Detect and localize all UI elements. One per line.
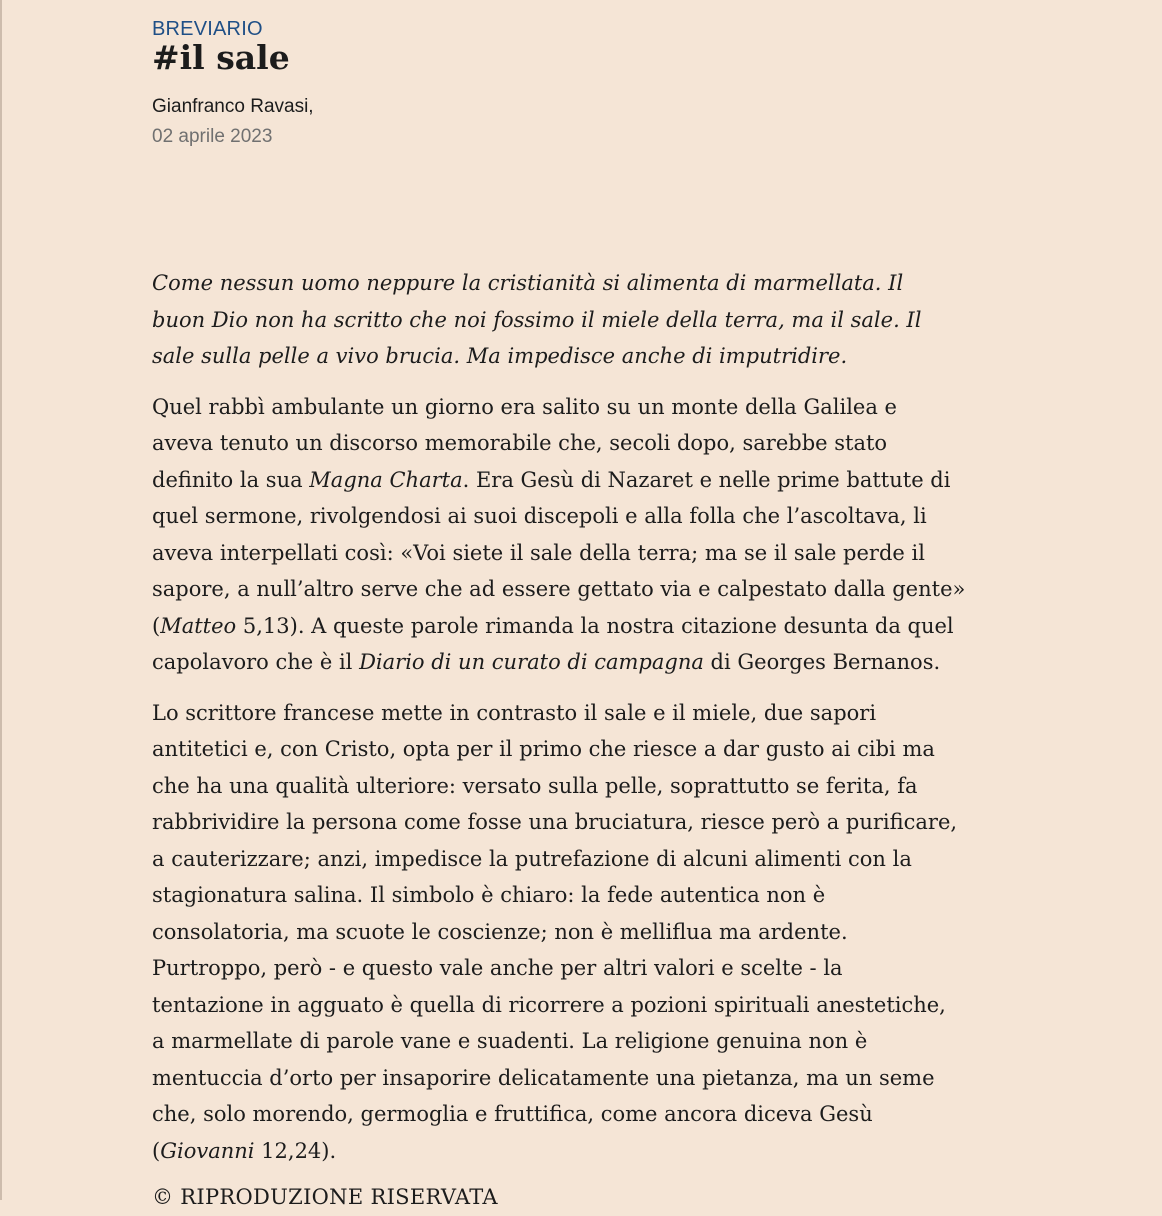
text-line: tentazione in agguato è quella di ricorrere a pozioni spirituali anestetiche,	[152, 992, 946, 1017]
text-run: . Era Gesù di Nazaret e nelle prime battute di	[462, 467, 951, 492]
author-name[interactable]: Gianfranco Ravasi,	[152, 96, 314, 117]
text-line: mentuccia d’orto per insaporire delicatamente una pietanza, ma un seme	[152, 1065, 935, 1090]
text-line: quel sermone, rivolgendosi ai suoi discepoli e alla folla che l’ascoltava, li	[152, 504, 927, 528]
text-line: sapore, a null’altro serve che ad essere gettato via e calpestato dalla gente»	[152, 577, 966, 601]
text-line: a cauterizzare; anzi, impedisce la putrefazione di alcuni alimenti con la	[152, 846, 912, 871]
italic-reference: Matteo	[160, 613, 237, 638]
text-line: Quel rabbì ambulante un giorno era salito su un monte della Galilea e	[152, 394, 897, 419]
text-line: aveva tenuto un discorso memorabile che, secoli dopo, sarebbe stato	[152, 431, 888, 455]
text-run: 12,24).	[254, 1138, 337, 1163]
publish-date: 02 aprile 2023	[152, 126, 273, 147]
text-line	[152, 1133, 1022, 1170]
section-kicker[interactable]: BREVIARIO	[152, 18, 263, 40]
text-line	[152, 608, 1022, 645]
italic-title: Magna Charta	[309, 467, 463, 492]
text-line: Purtroppo, però - e questo vale anche per altri valori e scelte - la	[152, 956, 843, 980]
text-line: stagionatura salina. Il simbolo è chiaro: la fede autentica non è	[152, 883, 826, 907]
text-line: a marmellate di parole vane e suadenti. La religione genuina non è	[152, 1029, 868, 1053]
text-line: che ha una qualità ulteriore: versato sulla pelle, soprattutto se ferita, fa	[152, 773, 918, 798]
text-run: (	[152, 1138, 161, 1163]
text-run: definito la sua	[152, 467, 310, 492]
quote-line: Come nessun uomo neppure la cristianità si alimenta di marmellata. Il	[152, 271, 904, 295]
text-run: (	[152, 613, 161, 638]
text-line	[152, 644, 1022, 681]
epigraph-quote	[152, 265, 1022, 375]
text-line: antitetici e, con Cristo, opta per il primo che riesce a dar gusto ai cibi ma	[152, 737, 935, 761]
italic-reference: Giovanni	[160, 1138, 255, 1163]
italic-title: Diario di un curato di campagna	[359, 650, 704, 674]
text-run: di Georges Bernanos.	[703, 650, 941, 674]
text-line	[152, 462, 1022, 499]
paragraph-1	[152, 389, 1022, 681]
text-line: aveva interpellati così: «Voi siete il sale della terra; ma se il sale perde il	[152, 540, 925, 565]
text-line: che, solo morendo, germoglia e fruttifica, come ancora diceva Gesù	[152, 1102, 873, 1126]
quote-line: buon Dio non ha scritto che noi fossimo il miele della terra, ma il sale. Il	[152, 307, 922, 332]
text-run: 5,13). A queste parole rimanda la nostra citazione desunta da quel	[236, 613, 954, 638]
quote-line: sale sulla pelle a vivo brucia. Ma impedisce anche di imputridire.	[152, 344, 848, 368]
article-title: #il sale	[152, 38, 290, 77]
text-run: capolavoro che è il	[152, 650, 360, 674]
paragraph-2	[152, 695, 1022, 1170]
copyright-notice: © RIPRODUZIONE RISERVATA	[152, 1185, 498, 1209]
text-line: Lo scrittore francese mette in contrasto il sale e il miele, due sapori	[152, 700, 877, 725]
text-line: rabbrividire la persona come fosse una bruciatura, riesce però a purificare,	[152, 810, 958, 834]
article-body	[152, 265, 1022, 1216]
text-line: consolatoria, ma scuote le coscienze; non è melliflua ma ardente.	[152, 919, 848, 944]
